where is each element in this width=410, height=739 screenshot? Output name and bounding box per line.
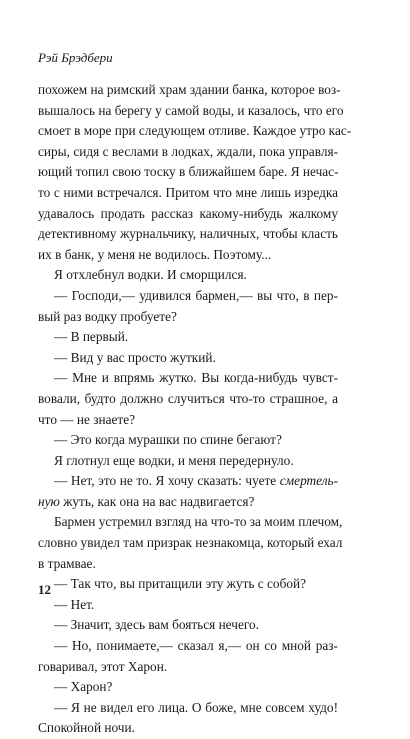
line-text: словно увидел там призрак незнакомца, который ехал <box>38 535 343 551</box>
text-line <box>38 574 338 595</box>
text-line <box>38 657 338 678</box>
text-line <box>38 512 343 533</box>
line-text: Спокойной ночи. <box>38 720 135 736</box>
line-text: — Я не видел его лица. О боже, мне совсем худо! <box>54 699 338 715</box>
page-number: 12 <box>38 582 51 597</box>
line-text: то с ними встречался. Притом что мне лишь изредка <box>38 184 338 200</box>
body-text <box>38 80 352 739</box>
line-text: их в банк, у меня не водилось. Поэтому... <box>38 246 272 262</box>
line-text: удавалось продать рассказ какому-нибудь жалкому <box>38 205 338 221</box>
line-text: — Так что, вы притащили эту жуть с собой? <box>54 576 306 592</box>
text-line <box>38 533 343 554</box>
running-head-author: Рэй Брэдбери <box>38 50 113 65</box>
text-line <box>38 327 338 348</box>
line-text: похожем на римский храм здании банка, которое воз- <box>38 82 341 97</box>
line-text: вый раз водку пробуете? <box>38 308 177 324</box>
line-text: — Мне и впрямь жутко. Вы когда-нибудь чувст- <box>54 370 338 386</box>
line-text: Бармен устремил взгляд на что-то за моим плечом, <box>54 514 343 530</box>
line-text: сиры, сидя с веслами в лодках, ждали, пока управля- <box>38 143 338 159</box>
line-text: детективному журнальчику, наличных, чтобы класть <box>38 226 338 242</box>
line-text: — Нет, это не то. Я хочу сказать: чуете <box>54 473 280 489</box>
line-text: в трамвае. <box>38 555 96 571</box>
line-text: говаривал, этот Харон. <box>38 658 168 674</box>
line-text: вышалось на берегу у самой воды, и казалось, что его <box>38 102 344 118</box>
text-line <box>38 101 344 122</box>
text-line <box>38 348 338 369</box>
line-text: — Вид у вас просто жуткий. <box>54 349 216 365</box>
text-line <box>38 554 338 575</box>
text-line <box>38 286 338 307</box>
text-line <box>38 183 338 204</box>
text-line <box>38 245 338 266</box>
line-text: — Нет. <box>54 596 95 612</box>
line-text: — Но, понимаете,— сказал я,— он со мной раз- <box>54 638 338 654</box>
text-line <box>38 677 338 698</box>
line-text: Я глотнул еще водки, и меня передернуло. <box>54 452 294 468</box>
text-line <box>38 204 338 225</box>
line-text: — Господи,— удивился бармен,— вы что, в пер- <box>54 287 338 303</box>
line-text: Я отхлебнул водки. И сморщился. <box>54 267 247 283</box>
line-text: жуть, как она на вас надвигается? <box>59 493 255 509</box>
text-line <box>38 636 338 657</box>
text-line <box>38 307 338 328</box>
text-line <box>38 430 338 451</box>
text-line <box>38 615 338 636</box>
text-line <box>38 265 338 286</box>
line-text: — Харон? <box>54 679 113 695</box>
line-text: что — не знаете? <box>38 411 136 427</box>
line-text: смоет в море при следующем отливе. Каждое утро кас- <box>38 123 352 139</box>
line-text: ющий топил свою тоску в ближайшем баре. Я нечас- <box>38 164 339 180</box>
text-line <box>38 389 338 410</box>
text-line <box>38 162 338 183</box>
text-line <box>38 451 338 472</box>
text-line <box>38 595 338 616</box>
text-line <box>38 80 341 101</box>
text-line <box>38 224 338 245</box>
italic-text: смертель- <box>279 473 338 489</box>
line-text: — Значит, здесь вам бояться нечего. <box>54 617 259 633</box>
italic-text: ную <box>38 493 60 509</box>
text-line <box>38 368 338 389</box>
text-line <box>38 492 338 513</box>
text-line <box>38 142 338 163</box>
text-line <box>38 718 338 739</box>
line-text: вовали, будто должно случиться что-то страшное, а <box>38 390 338 406</box>
line-text: — Это когда мурашки по спине бегают? <box>54 432 282 448</box>
line-text: — В первый. <box>54 329 129 345</box>
text-line <box>38 121 352 142</box>
text-line <box>38 698 338 719</box>
text-line <box>38 410 338 431</box>
text-line <box>38 471 338 492</box>
